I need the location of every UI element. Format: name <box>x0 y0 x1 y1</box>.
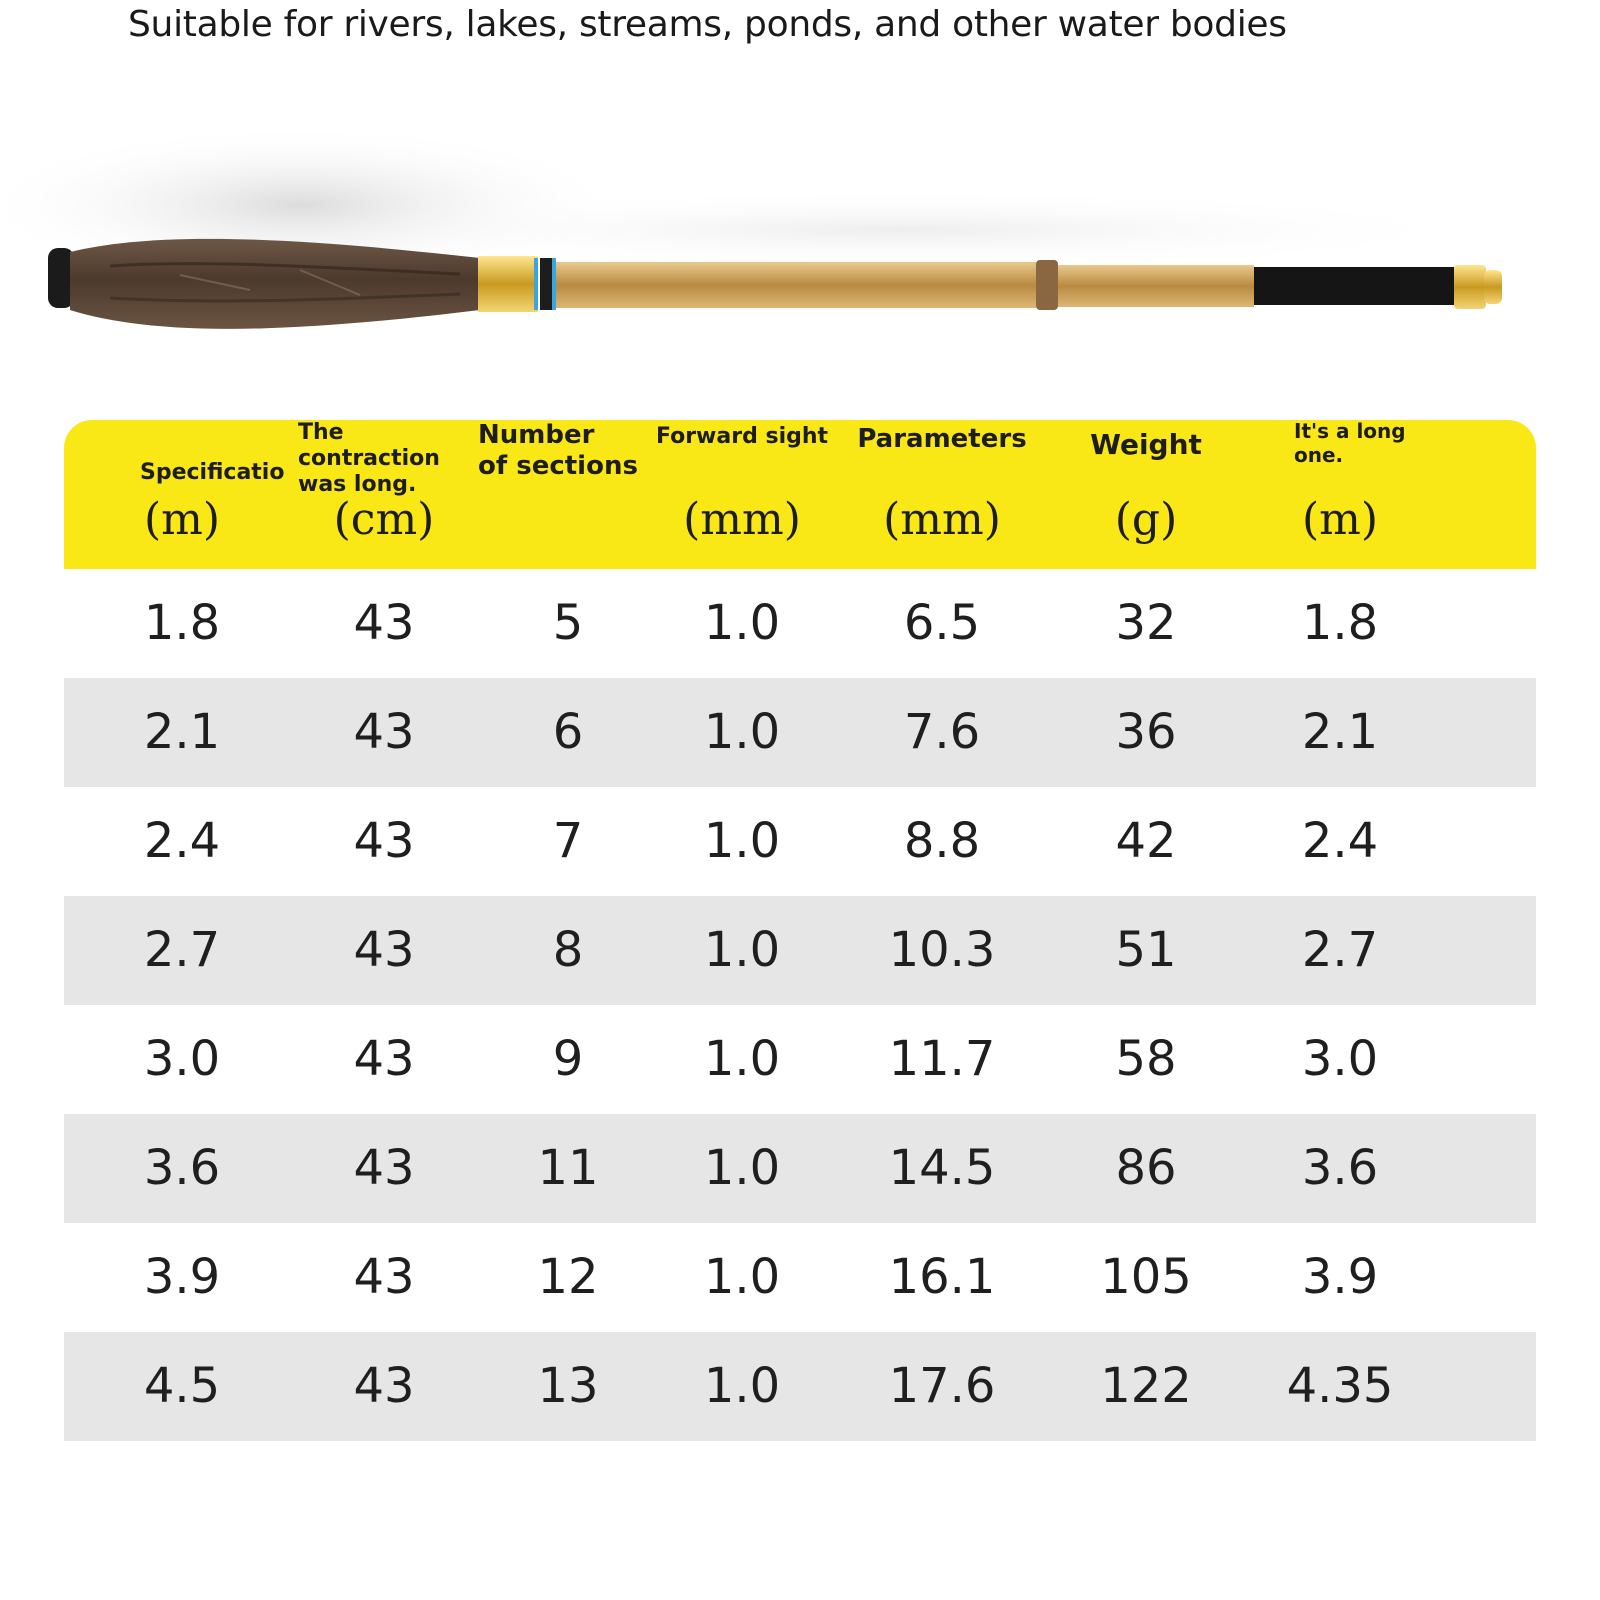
header-unit: (g) <box>1114 494 1178 545</box>
header-cell <box>1051 420 1241 569</box>
header-label: Number of sections <box>478 420 638 481</box>
table-row <box>64 678 1536 787</box>
header-label: Parameters <box>857 424 1027 454</box>
table-cell: 51 <box>1115 922 1177 978</box>
table-cell: 105 <box>1100 1249 1192 1305</box>
header-label: Forward sight <box>655 424 829 449</box>
table-cell: 1.0 <box>703 595 781 651</box>
table-cell: 17.6 <box>888 1358 996 1414</box>
table-cell: 6.5 <box>903 595 981 651</box>
table-cell: 43 <box>353 1249 415 1305</box>
table-cell: 1.0 <box>703 922 781 978</box>
table-cell: 12 <box>537 1249 599 1305</box>
table-body <box>64 569 1536 1441</box>
table-cell: 86 <box>1115 1140 1177 1196</box>
table-cell: 3.9 <box>143 1249 221 1305</box>
table-cell: 58 <box>1115 1031 1177 1087</box>
table-cell: 1.0 <box>703 813 781 869</box>
table-cell: 3.6 <box>1301 1140 1379 1196</box>
table-cell: 7.6 <box>903 704 981 760</box>
table-cell: 5 <box>552 595 584 651</box>
header-cell <box>473 420 663 569</box>
table-cell: 122 <box>1100 1358 1192 1414</box>
table-cell: 2.1 <box>1301 704 1379 760</box>
table-cell: 43 <box>353 813 415 869</box>
header-cell <box>647 420 837 569</box>
table-cell: 9 <box>552 1031 584 1087</box>
table-cell: 7 <box>552 813 584 869</box>
table-row <box>64 569 1536 678</box>
table-cell: 10.3 <box>888 922 996 978</box>
table-cell: 13 <box>537 1358 599 1414</box>
table-cell: 1.0 <box>703 1249 781 1305</box>
table-row <box>64 787 1536 896</box>
header-label: Weight <box>1090 428 1202 461</box>
table-cell: 2.4 <box>1301 813 1379 869</box>
table-row <box>64 1332 1536 1441</box>
table-cell: 36 <box>1115 704 1177 760</box>
header-cell <box>289 420 479 569</box>
table-cell: 1.8 <box>1301 595 1379 651</box>
table-cell: 1.8 <box>143 595 221 651</box>
table-cell: 43 <box>353 1031 415 1087</box>
fishing-rod-image <box>0 70 1600 420</box>
header-cell <box>1245 420 1435 569</box>
spec-table <box>64 420 1536 1441</box>
header-label: It's a long one. <box>1294 419 1406 467</box>
table-cell: 16.1 <box>888 1249 996 1305</box>
table-cell: 3.0 <box>143 1031 221 1087</box>
header-label: Specificatio <box>140 460 285 485</box>
table-cell: 8.8 <box>903 813 981 869</box>
table-cell: 6 <box>552 704 584 760</box>
table-cell: 2.7 <box>1301 922 1379 978</box>
header-unit: (mm) <box>883 494 1001 545</box>
table-cell: 43 <box>353 1358 415 1414</box>
table-cell: 2.1 <box>143 704 221 760</box>
header-unit: (m) <box>143 494 221 545</box>
header-unit: (mm) <box>683 494 801 545</box>
fishing-rod-icon <box>0 70 1600 420</box>
table-cell: 43 <box>353 595 415 651</box>
table-row <box>64 1005 1536 1114</box>
table-header <box>64 420 1536 569</box>
table-cell: 11 <box>537 1140 599 1196</box>
table-cell: 14.5 <box>888 1140 996 1196</box>
headline: Suitable for rivers, lakes, streams, ponds, and other water bodies <box>128 4 1287 45</box>
header-unit: (m) <box>1301 494 1379 545</box>
table-cell: 43 <box>353 704 415 760</box>
table-cell: 1.0 <box>703 1031 781 1087</box>
table-cell: 3.9 <box>1301 1249 1379 1305</box>
header-cell <box>847 420 1037 569</box>
table-row <box>64 1114 1536 1223</box>
table-cell: 8 <box>552 922 584 978</box>
table-cell: 32 <box>1115 595 1177 651</box>
header-label: The contraction was long. <box>298 420 440 497</box>
table-cell: 42 <box>1115 813 1177 869</box>
table-cell: 1.0 <box>703 1358 781 1414</box>
table-cell: 11.7 <box>888 1031 996 1087</box>
table-cell: 3.0 <box>1301 1031 1379 1087</box>
table-cell: 2.4 <box>143 813 221 869</box>
table-cell: 43 <box>353 1140 415 1196</box>
table-row <box>64 1223 1536 1332</box>
table-cell: 43 <box>353 922 415 978</box>
table-cell: 1.0 <box>703 704 781 760</box>
header-cell <box>87 420 285 569</box>
table-cell: 1.0 <box>703 1140 781 1196</box>
header-unit: (cm) <box>333 494 435 545</box>
table-cell: 4.35 <box>1286 1358 1394 1414</box>
table-cell: 4.5 <box>143 1358 221 1414</box>
table-cell: 3.6 <box>143 1140 221 1196</box>
table-row <box>64 896 1536 1005</box>
table-cell: 2.7 <box>143 922 221 978</box>
